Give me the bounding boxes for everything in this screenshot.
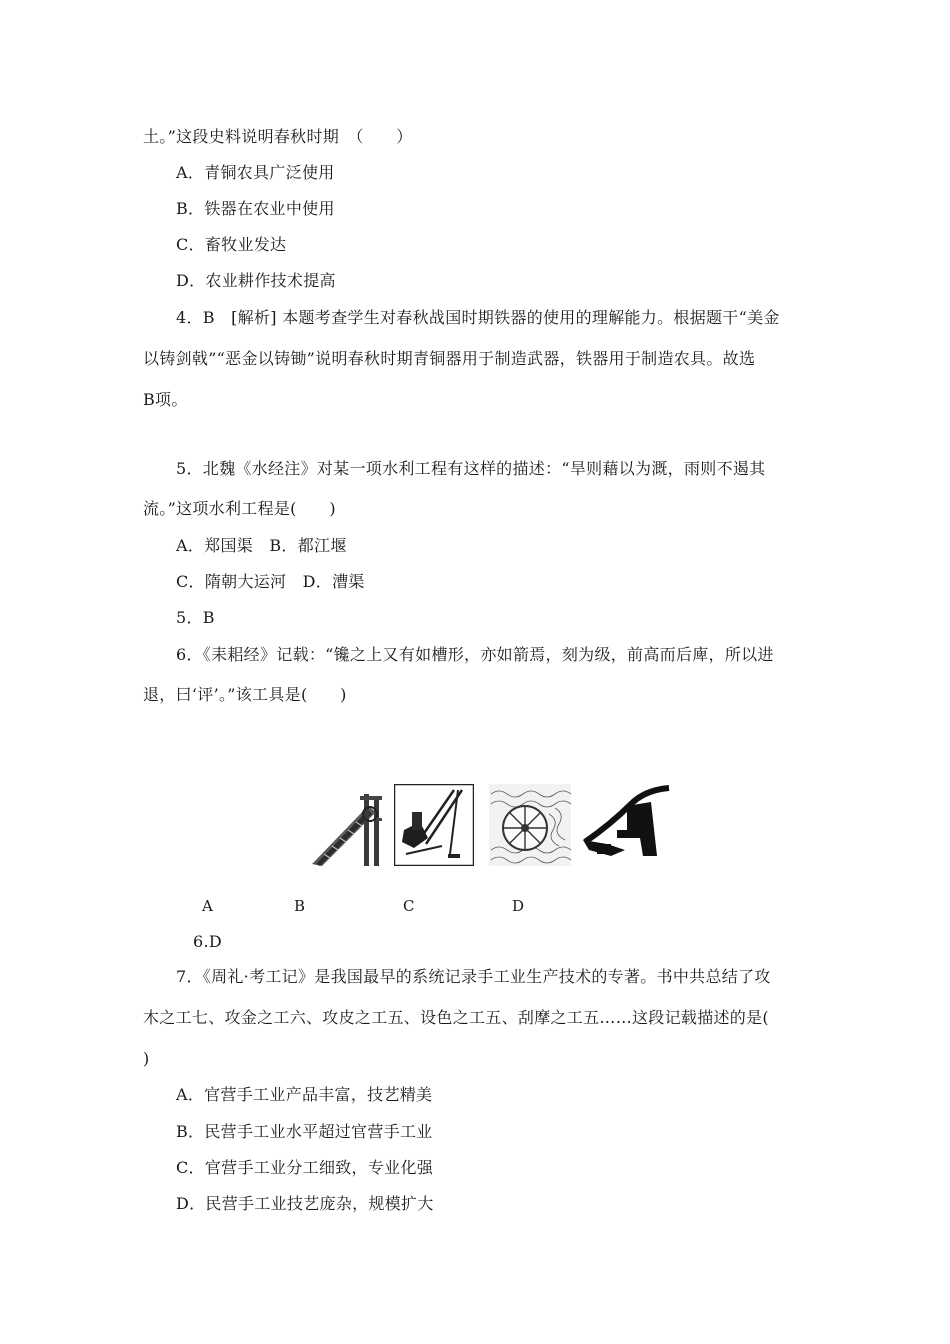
- tool-image-c: [489, 784, 571, 866]
- question-5-line-2: 流。”这项水利工程是( ): [143, 499, 336, 518]
- figure-label-d: D: [512, 897, 525, 915]
- option-d: D．民营手工业技艺庞杂，规模扩大: [176, 1194, 434, 1213]
- tool-image-d: [581, 784, 673, 866]
- answer-4-line-2: 以铸剑戟”“恶金以铸锄”说明春秋时期青铜器用于制造武器，铁器用于制造农具。故选: [143, 349, 756, 368]
- answer-6: 6.D: [193, 932, 222, 951]
- answer-5: 5．B: [176, 608, 215, 627]
- question-7-line-1: 7．《周礼·考工记》是我国最早的系统记录手工业生产技术的专著。书中共总结了攻: [176, 967, 771, 986]
- option-d: D．农业耕作技术提高: [176, 271, 336, 290]
- answer-4-line-1: 4．B [解析] 本题考查学生对春秋战国时期铁器的使用的理解能力。根据题干“美金: [176, 308, 780, 327]
- figure-label-c: C: [403, 897, 415, 915]
- option-b: B．民营手工业水平超过官营手工业: [176, 1122, 433, 1141]
- question-5-line-1: 5．北魏《水经注》对某一项水利工程有这样的描述：“旱则藉以为溉，雨则不遏其: [176, 459, 766, 478]
- option-a: A．青铜农具广泛使用: [176, 163, 335, 182]
- text-line: 土。”这段史料说明春秋时期 （ ）: [143, 127, 413, 146]
- option-c: C．官营手工业分工细致，专业化强: [176, 1158, 434, 1177]
- question-7-line-3: ): [143, 1049, 150, 1068]
- answer-4-line-3: B项。: [143, 390, 188, 409]
- tool-image-a: [310, 784, 382, 866]
- option-c: C．畜牧业发达: [176, 235, 287, 254]
- figure-label-a: A: [202, 897, 213, 915]
- question-6-line-2: 退，曰‘评’。”该工具是( ): [143, 685, 347, 704]
- question-7-line-2: 木之工七、攻金之工六、攻皮之工五、设色之工五、刮摩之工五……这段记载描述的是(: [143, 1008, 769, 1027]
- option-b: B．铁器在农业中使用: [176, 199, 335, 218]
- option-ab: A．郑国渠 B．都江堰: [176, 536, 347, 555]
- figure-label-b: B: [294, 897, 306, 915]
- question-6-line-1: 6．《耒耜经》记载：“镵之上又有如槽形，亦如箭焉，刻为级，前高而后庳，所以进: [176, 645, 774, 664]
- option-cd: C．隋朝大运河 D．漕渠: [176, 572, 365, 591]
- tool-image-b: [394, 784, 474, 866]
- option-a: A．官营手工业产品丰富，技艺精美: [176, 1085, 433, 1104]
